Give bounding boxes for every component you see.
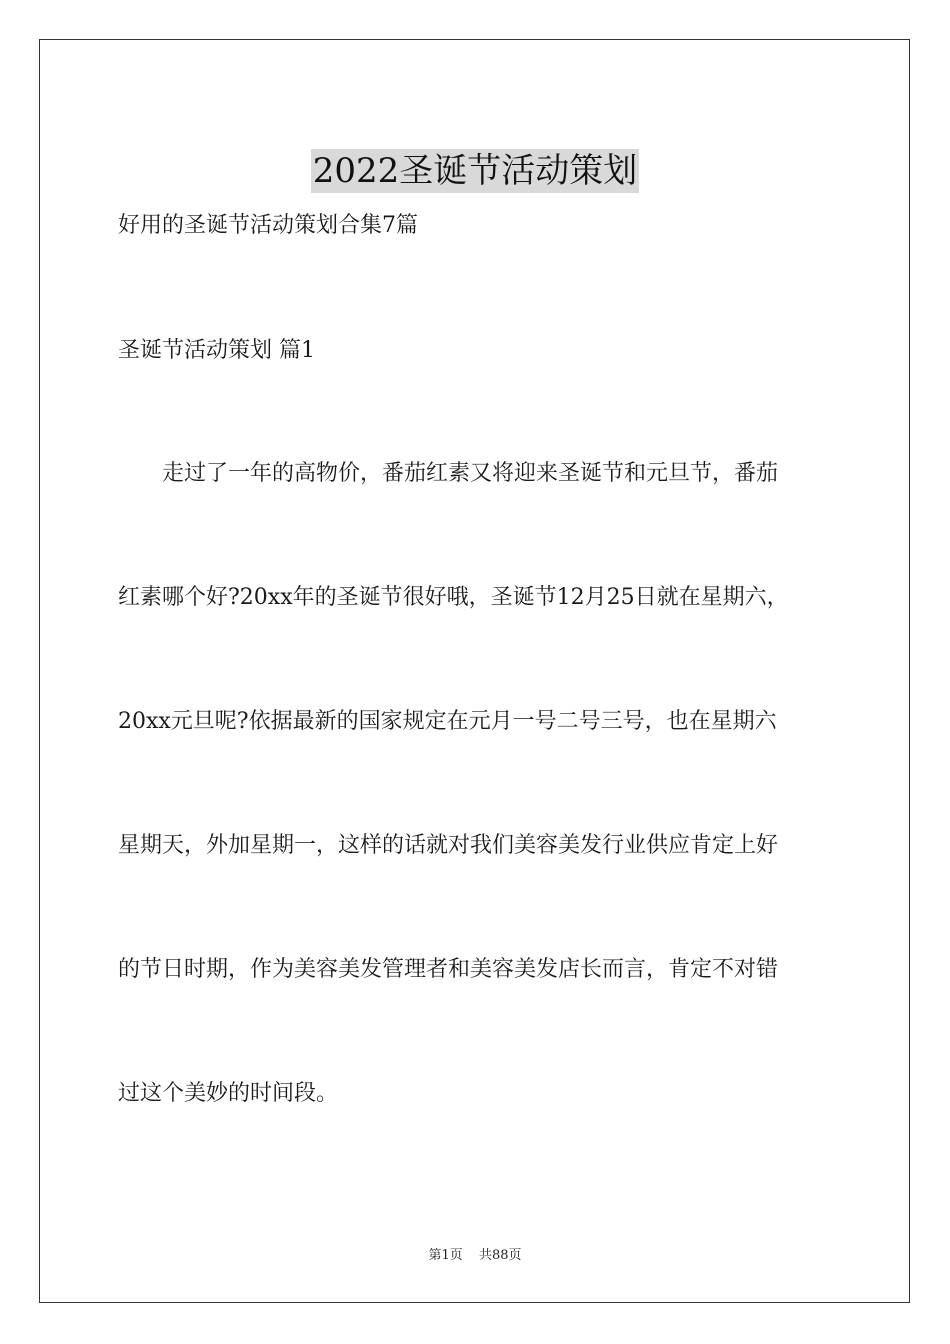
paragraph-line: 星期天，外加星期一，这样的话就对我们美容美发行业供应肯定上好 bbox=[118, 833, 779, 858]
section-heading: 圣诞节活动策划 篇1 bbox=[118, 338, 315, 363]
page-footer bbox=[0, 1247, 950, 1265]
paragraph-line: 红素哪个好?20xx年的圣诞节很好哦，圣诞节12月25日就在星期六， bbox=[118, 585, 789, 610]
paragraph-line: 20xx元旦呢?依据最新的国家规定在元月一号二号三号，也在星期六 bbox=[118, 709, 777, 734]
paragraph-line: 的节日时期，作为美容美发管理者和美容美发店长而言，肯定不对错 bbox=[118, 957, 779, 982]
page-total: 共88页 bbox=[478, 1248, 522, 1263]
document-title: 2022圣诞节活动策划 bbox=[312, 150, 638, 191]
document-subtitle: 好用的圣诞节活动策划合集7篇 bbox=[118, 213, 418, 238]
page-number: 第1页 bbox=[428, 1248, 463, 1263]
paragraph-line: 走过了一年的高物价，番茄红素又将迎来圣诞节和元旦节，番茄 bbox=[162, 461, 779, 486]
paragraph-line: 过这个美妙的时间段。 bbox=[118, 1081, 339, 1106]
title-container bbox=[0, 126, 950, 216]
